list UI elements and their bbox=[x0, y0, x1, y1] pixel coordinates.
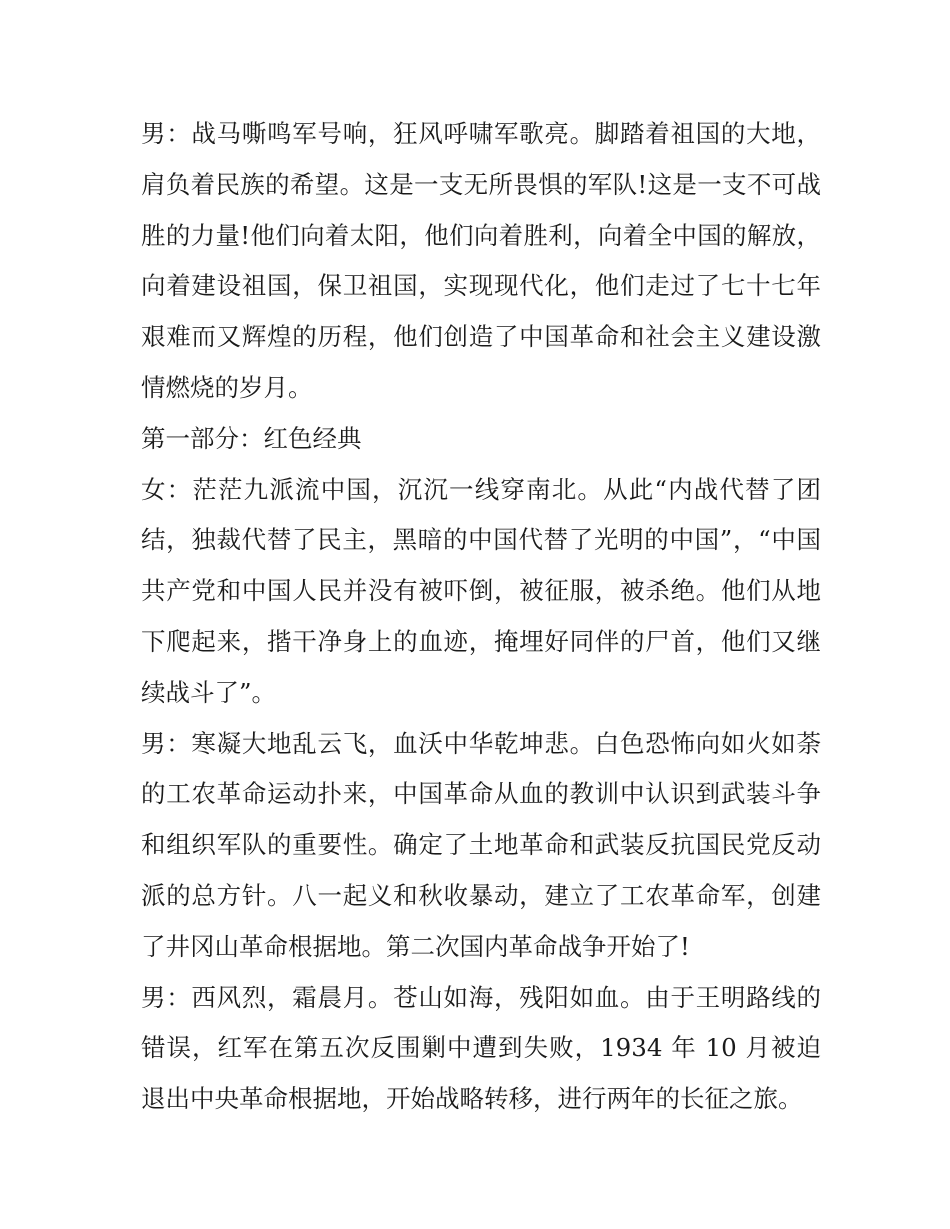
document-body bbox=[141, 109, 821, 1125]
section-heading: 第一部分：红色经典 bbox=[141, 423, 362, 453]
paragraph-intro: 男：战马嘶鸣军号响，狂风呼啸军歌亮。脚踏着祖国的大地，肩负着民族的希望。这是一支无所畏惧的军队!这是一支不可战胜的力量!他们向着太阳，他们向着胜利，向着全中国的解放，向着建设祖国，保卫祖国，实现现代化，他们走过了七十七年艰难而又辉煌的历程，他们创造了中国革命和社会主义建设激情燃烧的岁月。 bbox=[141, 119, 821, 402]
paragraph-female-1: 女：茫茫九派流中国，沉沉一线穿南北。从此“内战代替了团结，独裁代替了民主，黑暗的中国代替了光明的中国”，“中国共产党和中国人民并没有被吓倒，被征服，被杀绝。他们从地下爬起来，揩干净身上的血迹，掩埋好同伴的尸首，他们又继续战斗了”。 bbox=[141, 474, 821, 707]
paragraph-male-2: 男：寒凝大地乱云飞，血沃中华乾坤悲。白色恐怖向如火如荼的工农革命运动扑来，中国革命从血的教训中认识到武装斗争和组织军队的重要性。确定了土地革命和武装反抗国民党反动派的总方针。八一起义和秋收暴动，建立了工农革命军，创建了井冈山革命根据地。第二次国内革命战争开始了! bbox=[141, 728, 821, 961]
paragraph-male-3: 男：西风烈，霜晨月。苍山如海，残阳如血。由于王明路线的错误，红军在第五次反围剿中遭到失败，1934 年 10 月被迫退出中央革命根据地，开始战略转移，进行两年的长征之旅。 bbox=[141, 982, 821, 1114]
